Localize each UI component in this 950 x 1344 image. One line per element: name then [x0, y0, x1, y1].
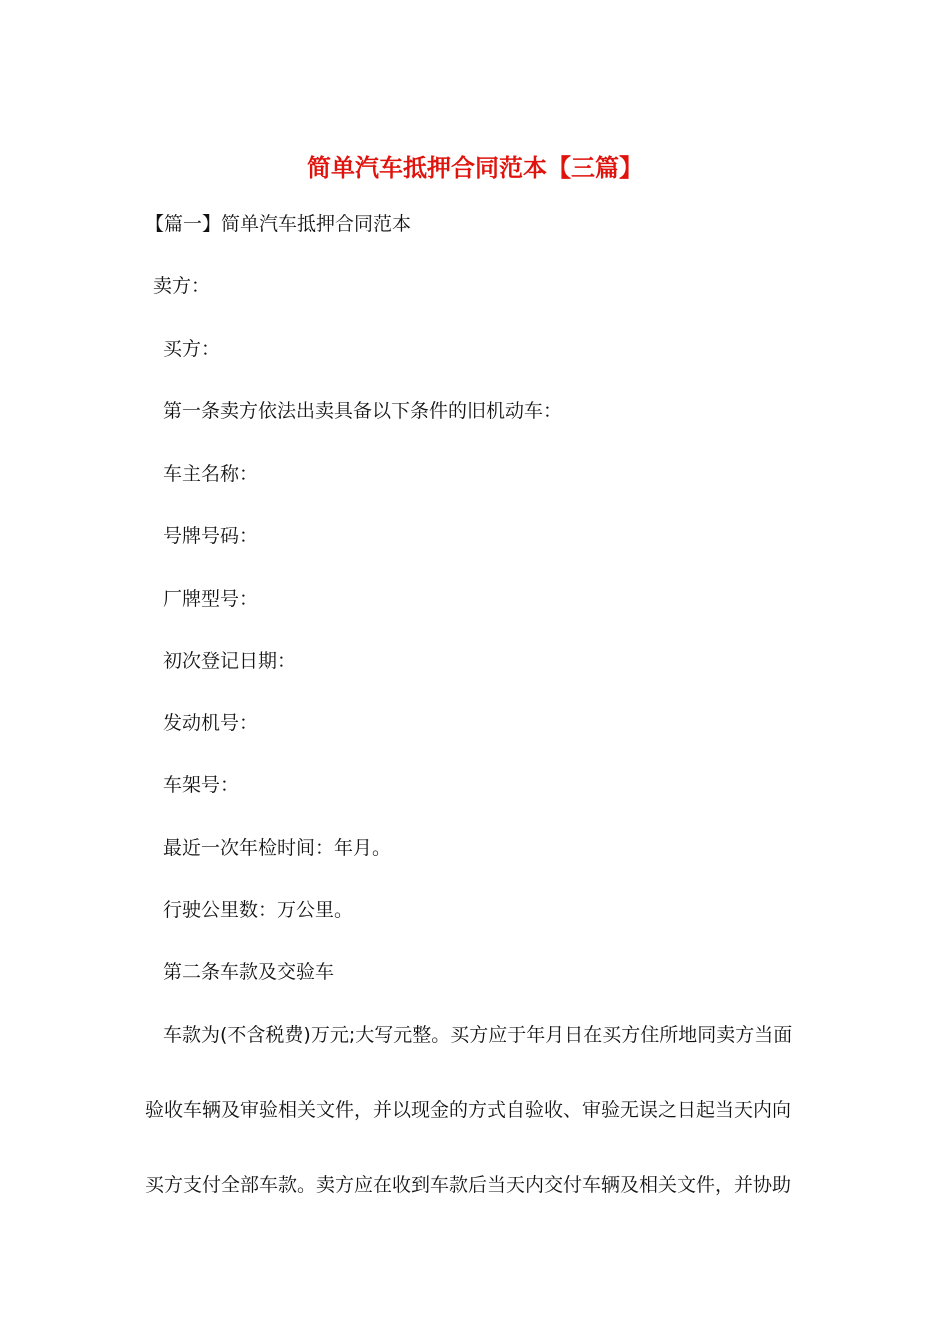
annual-inspection-line: 最近一次年检时间：年月。 [163, 837, 392, 859]
plate-number-line: 号牌号码： [163, 525, 259, 547]
article-one-line: 第一条卖方依法出卖具备以下条件的旧机动车： [163, 400, 563, 422]
mileage-line: 行驶公里数：万公里。 [163, 899, 354, 921]
engine-number-line: 发动机号： [163, 712, 259, 734]
payment-paragraph-line-1: 车款为(不含税费)万元;大写元整。买方应于年月日在买方住所地同卖方当面 [163, 1024, 793, 1046]
owner-name-line: 车主名称： [163, 463, 259, 485]
payment-paragraph-line-2: 验收车辆及审验相关文件，并以现金的方式自验收、审验无误之日起当天内向 [145, 1099, 792, 1121]
payment-paragraph-line-3: 买方支付全部车款。卖方应在收到车款后当天内交付车辆及相关文件，并协助 [145, 1174, 792, 1196]
brand-model-line: 厂牌型号： [163, 588, 259, 610]
section-heading: 【篇一】简单汽车抵押合同范本 [145, 213, 412, 235]
buyer-line: 买方： [163, 338, 221, 360]
first-registration-line: 初次登记日期： [163, 650, 297, 672]
frame-number-line: 车架号： [163, 774, 240, 796]
document-title: 简单汽车抵押合同范本【三篇】 [307, 153, 643, 182]
article-two-line: 第二条车款及交验车 [163, 961, 335, 983]
seller-line: 卖方： [153, 275, 211, 297]
